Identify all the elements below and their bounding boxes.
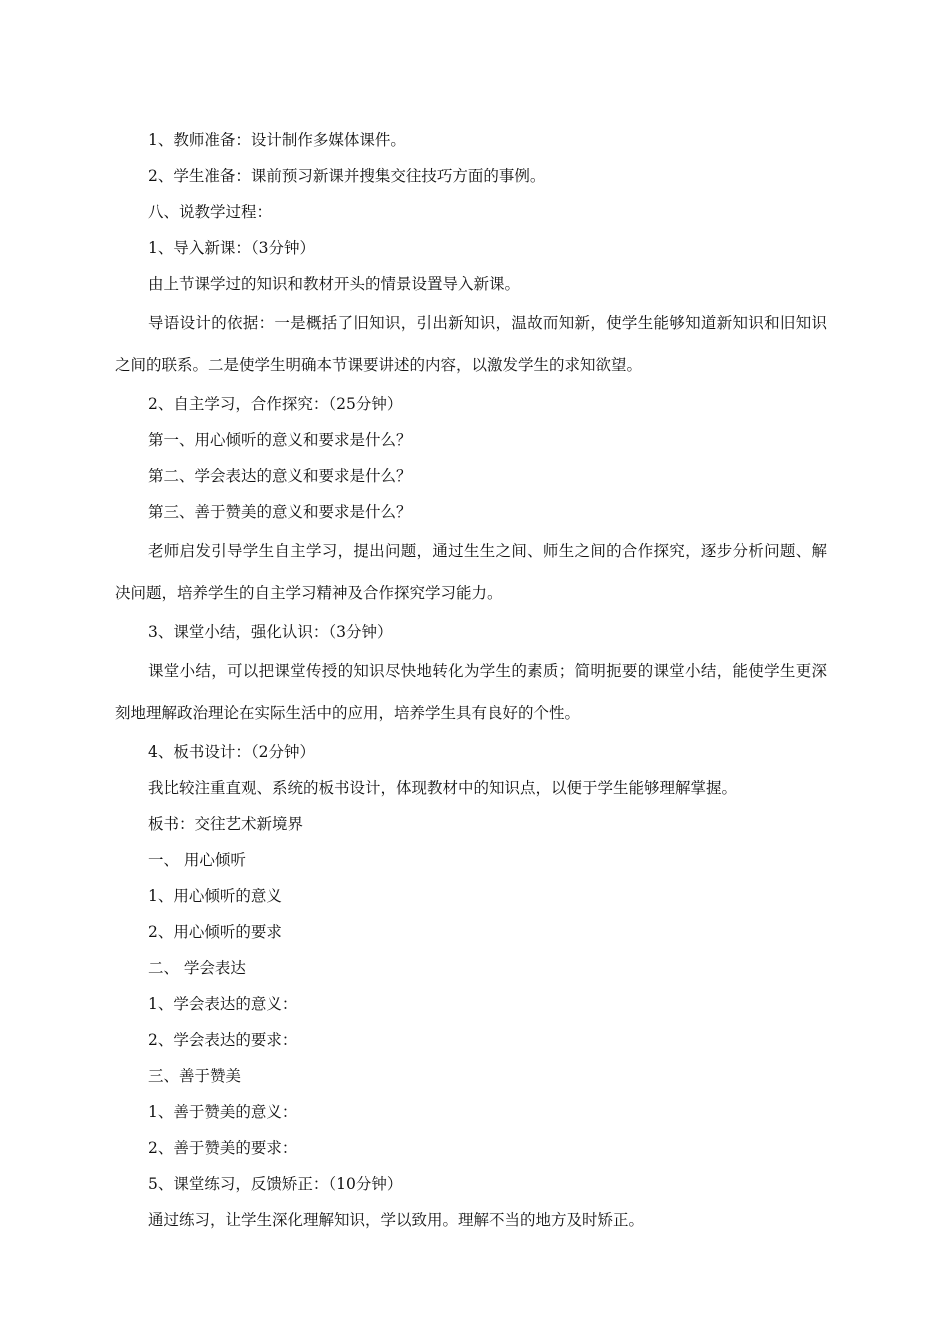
- board-subitem-expression-requirement: 2、学会表达的要求：: [148, 1031, 298, 1049]
- board-item-listening: 一、 用心倾听: [148, 851, 246, 869]
- board-subitem-expression-meaning: 1、学会表达的意义：: [148, 995, 298, 1013]
- paragraph-introduction-rationale: 导语设计的依据：一是概括了旧知识，引出新知识，温故而知新，使学生能够知道新知识和旧知识之间的联系。二是使学生明确本节课要讲述的内容，以激发学生的求知欲望。: [115, 314, 827, 374]
- paragraph-student-preparation: 2、学生准备：课前预习新课并搜集交往技巧方面的事例。: [148, 167, 546, 185]
- subheading-self-study: 2、自主学习，合作探究：（25分钟）: [148, 395, 403, 413]
- subheading-lesson-summary: 3、课堂小结，强化认识：（3分钟）: [148, 623, 393, 641]
- paragraph-teacher-preparation: 1、教师准备：设计制作多媒体课件。: [148, 131, 406, 149]
- subheading-classroom-practice: 5、课堂练习，反馈矫正：（10分钟）: [148, 1175, 403, 1193]
- board-item-expression: 二、 学会表达: [148, 959, 246, 977]
- board-subitem-praise-meaning: 1、善于赞美的意义：: [148, 1103, 298, 1121]
- board-subitem-praise-requirement: 2、善于赞美的要求：: [148, 1139, 298, 1157]
- board-title: 板书：交往艺术新境界: [148, 815, 304, 833]
- question-expression: 第二、学会表达的意义和要求是什么？: [148, 467, 412, 485]
- question-praise: 第三、善于赞美的意义和要求是什么？: [148, 503, 412, 521]
- board-subitem-listening-requirement: 2、用心倾听的要求: [148, 923, 282, 941]
- paragraph-summary-purpose: 课堂小结，可以把课堂传授的知识尽快地转化为学生的素质；简明扼要的课堂小结，能使学生更深刻地理解政治理论在实际生活中的应用，培养学生具有良好的个性。: [115, 662, 827, 722]
- paragraph-introduce-method: 由上节课学过的知识和教材开头的情景设置导入新课。: [148, 275, 521, 293]
- paragraph-board-design-approach: 我比较注重直观、系统的板书设计，体现教材中的知识点，以便于学生能够理解掌握。: [148, 779, 738, 797]
- section-heading-teaching-process: 八、说教学过程：: [148, 203, 273, 221]
- paragraph-practice-purpose: 通过练习，让学生深化理解知识，学以致用。理解不当的地方及时矫正。: [148, 1211, 645, 1229]
- question-listening: 第一、用心倾听的意义和要求是什么？: [148, 431, 412, 449]
- subheading-board-design: 4、板书设计：（2分钟）: [148, 743, 315, 761]
- subheading-introduce-lesson: 1、导入新课：（3分钟）: [148, 239, 315, 257]
- board-subitem-listening-meaning: 1、用心倾听的意义: [148, 887, 282, 905]
- paragraph-guided-inquiry: 老师启发引导学生自主学习，提出问题，通过生生之间、师生之间的合作探究，逐步分析问题、解决问题，培养学生的自主学习精神及合作探究学习能力。: [115, 542, 827, 602]
- board-item-praise: 三、善于赞美: [148, 1067, 242, 1085]
- document-body: [115, 122, 827, 1238]
